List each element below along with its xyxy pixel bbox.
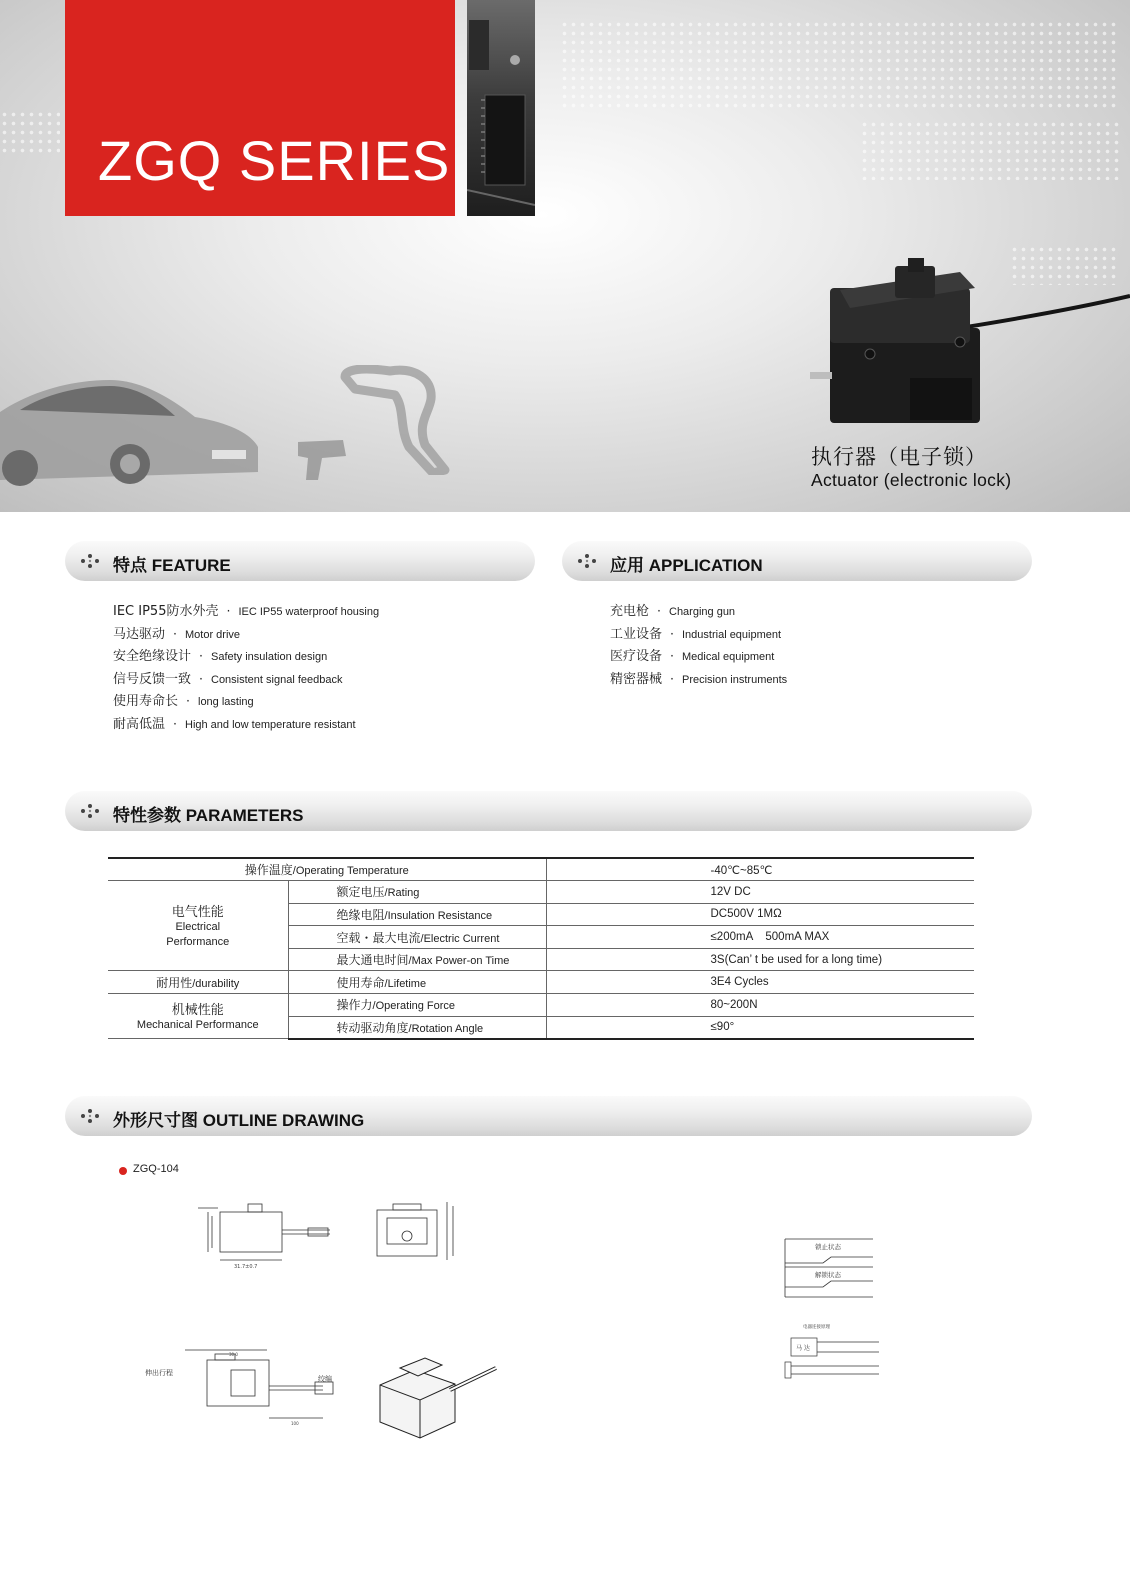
- stroke-label: 伸出行程: [145, 1369, 173, 1377]
- drill-image: [288, 432, 358, 482]
- product-name-cn: 执行器（电子锁）: [811, 445, 987, 469]
- application-title: 应用 APPLICATION: [610, 556, 763, 575]
- table-cell: 转动驱动角度/Rotation Angle: [288, 1016, 546, 1039]
- locked-state-label: 锁止状态: [815, 1243, 841, 1251]
- table-cell: 空载・最大电流/Electric Current: [288, 926, 546, 949]
- dots-icon: [81, 804, 99, 818]
- table-cell: ≤200mA 500mA MAX: [546, 926, 974, 949]
- application-section-header: [562, 541, 1032, 581]
- circuit-board-graphic: [467, 0, 535, 216]
- model-bullet-icon: [119, 1167, 127, 1175]
- table-cell: 最大通电时间/Max Power-on Time: [288, 948, 546, 971]
- outline-section-header: [65, 1096, 1032, 1136]
- decor-dots: [860, 120, 1120, 180]
- table-cell: 使用寿命/Lifetime: [288, 971, 546, 994]
- group-cell: 耐用性/durability: [108, 971, 288, 994]
- group-cell: 机械性能 Mechanical Performance: [108, 994, 288, 1039]
- dots-icon: [81, 1109, 99, 1123]
- isometric-view-drawing: [370, 1350, 500, 1440]
- table-cell: -40℃~85℃: [546, 858, 974, 881]
- product-name-en: Actuator (electronic lock): [811, 470, 1012, 490]
- table-row: [108, 994, 974, 1017]
- unlocked-state-label: 解锁状态: [815, 1271, 841, 1279]
- model-label: ZGQ-104: [133, 1163, 179, 1175]
- bottom-view-drawing: [145, 1348, 355, 1428]
- hero-banner: [0, 0, 1130, 512]
- dots-icon: [81, 554, 99, 568]
- table-row: [108, 881, 974, 904]
- table-row: [108, 858, 974, 881]
- dots-icon: [578, 554, 596, 568]
- feature-section-header: [65, 541, 535, 581]
- outline-title: 外形尺寸图 OUTLINE DRAWING: [113, 1111, 365, 1130]
- feature-list: [113, 600, 379, 736]
- table-cell: DC500V 1MΩ: [546, 903, 974, 926]
- actuator-photo: [810, 258, 1130, 428]
- table-cell: 绝缘电阻/Insulation Resistance: [288, 903, 546, 926]
- list-item: 充电枪 · Charging gun: [610, 603, 736, 619]
- list-item: 医疗设备 · Medical equipment: [610, 648, 775, 665]
- decor-dots: [560, 20, 1120, 110]
- wire-label: 绞编: [318, 1375, 332, 1383]
- table-cell: 操作温度/Operating Temperature: [108, 858, 546, 881]
- list-item: 信号反馈一致 · Consistent signal feedback: [113, 670, 343, 687]
- series-title: ZGQ SERIES: [98, 129, 451, 192]
- table-cell: 80~200N: [546, 994, 974, 1017]
- list-item: 耐高低温 · High and low temperature resistant: [113, 715, 356, 732]
- circuit-diagram: [783, 1322, 883, 1382]
- parameters-title: 特性参数 PARAMETERS: [113, 806, 304, 825]
- lock-state-diagram: [783, 1237, 875, 1299]
- list-item: 工业设备 · Industrial equipment: [610, 625, 782, 642]
- decor-dots: [0, 110, 60, 155]
- front-view-drawing: [190, 1200, 340, 1272]
- list-item: 马达驱动 · Motor drive: [113, 625, 241, 642]
- circuit-board-photo: [467, 0, 535, 216]
- application-list: [610, 600, 787, 690]
- group-cell: 电气性能 Electrical Performance: [108, 881, 288, 971]
- table-cell: 额定电压/Rating: [288, 881, 546, 904]
- list-item: 使用寿命长 · long lasting: [113, 693, 254, 710]
- list-item: IEC IP55防水外壳 · IEC IP55 waterproof housing: [113, 603, 380, 619]
- parameters-table: [108, 857, 974, 1040]
- side-view-drawing: [373, 1198, 458, 1266]
- table-cell: 12V DC: [546, 881, 974, 904]
- feature-title: 特点 FEATURE: [113, 556, 231, 575]
- car-image: [0, 372, 260, 487]
- list-item: 安全绝缘设计 · Safety insulation design: [113, 648, 328, 665]
- dim-c-text: 100: [291, 1421, 299, 1426]
- table-cell: 3E4 Cycles: [546, 971, 974, 994]
- table-cell: 操作力/Operating Force: [288, 994, 546, 1017]
- table-row: [108, 971, 974, 994]
- table-cell: 3S(Can’ t be used for a long time): [546, 948, 974, 971]
- motor-label: 马 达: [796, 1345, 810, 1352]
- parameters-section-header: [65, 791, 1032, 831]
- circuit-title: 电器连接原理: [803, 1325, 830, 1330]
- table-cell: ≤90°: [546, 1016, 974, 1039]
- dim-a-text: 31.7±0.7: [234, 1264, 258, 1270]
- dim-b-text: 30.0: [229, 1352, 238, 1357]
- list-item: 精密器械 · Precision instruments: [610, 670, 788, 687]
